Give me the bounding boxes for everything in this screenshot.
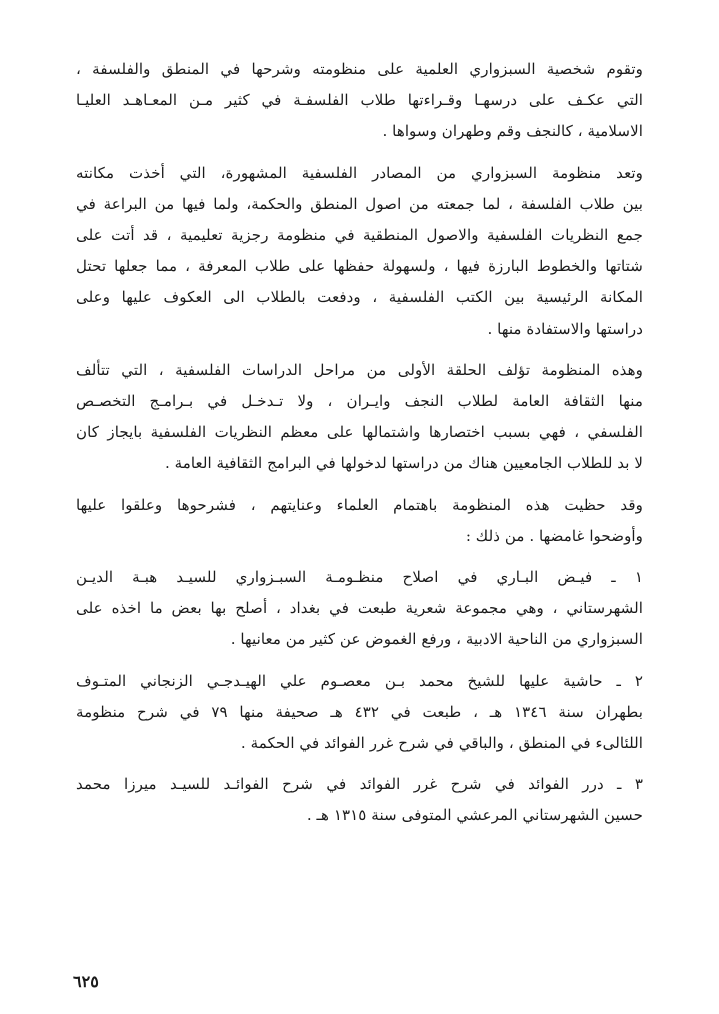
text-line: دراستها والاستفادة منها . (487, 319, 643, 338)
text-line: بين طلاب الفلسفة ، لما جمعته من اصول المنطق والحكمة، ولما فيها من البراعة في (76, 194, 643, 213)
text-line: التي عكـف على درسهـا وقـراءتها طلاب الفلسفـة في كثير مـن المعـاهـد العليـا (76, 91, 643, 110)
text-line: ٣ ـ درر الفوائد في شرح غرر الفوائد في شرح الفوائـد للسيـد ميرزا محمد (76, 775, 643, 794)
document-body (76, 54, 643, 832)
text-line: الشهرستاني ، وهي مجموعة شعرية طبعت في بغداد ، أصلح بها بعض ما اخذه على (76, 599, 643, 618)
text-line: المكانة الرئيسية بين الكتب الفلسفية ، ودفعت بالطلاب الى العكوف عليها وعلى (76, 288, 643, 307)
text-line: بطهران سنة ١٣٤٦ هـ ، طبعت في ٤٣٢ هـ صحيفة منها ٧٩ في شرح منظومة (76, 702, 643, 721)
text-line: منها الثقافة العامة لطلاب النجف وايـران ، ولا تـدخـل في بـرامـج التخصـص (76, 392, 643, 411)
text-line: وقد حظيت هذه المنظومة باهتمام العلماء وعنايتهم ، فشرحوها وعلقوا عليها (76, 495, 643, 514)
text-line: وتعد منظومة السبزواري من المصادر الفلسفية المشهورة، التي أخذت مكانته (76, 163, 643, 182)
text-line: شتاتها والخطوط البارزة فيها ، ولسهولة حفظها على طلاب المعرفة ، مما جعلها تحتل (76, 257, 643, 276)
text-line: وأوضحوا غامضها . من ذلك : (465, 526, 643, 545)
text-line: السبزواري من الناحية الادبية ، ورفع الغموض عن كثير من معانيها . (230, 630, 643, 649)
text-line: وتقوم شخصية السبزواري العلمية على منظومته وشرحها في المنطق والفلسفة ، (76, 60, 643, 78)
paragraph (76, 666, 643, 760)
text-line: وهذه المنظومة تؤلف الحلقة الأولى من مراحل الدراسات الفلسفية ، التي تتألف (76, 360, 643, 379)
paragraph (76, 158, 643, 345)
paragraph (76, 54, 643, 148)
paragraph (76, 562, 643, 656)
text-line: ١ ـ فيـض البـاري في اصلاح منظـومـة السبـزواري للسيـد هبـة الديـن (76, 568, 643, 587)
text-line: ٢ ـ حاشية عليها للشيخ محمد بـن معصـوم علي الهيـدجـي الزنجاني المتـوف (76, 671, 643, 690)
page-number: ٦٢٥ (73, 972, 99, 991)
text-line: حسين الشهرستاني المرعشي المتوفى سنة ١٣١٥ هـ . (306, 806, 643, 825)
text-line: اللئالىء في المنطق ، والباقي في شرح غرر الفوائد في الحكمة . (240, 734, 643, 753)
paragraph (76, 769, 643, 831)
paragraph (76, 490, 643, 552)
text-line: لا بد للطلاب الجامعيين هناك من دراستها لدخولها في البرامج الثقافية العامة . (164, 454, 643, 473)
text-line: الاسلامية ، كالنجف وقم وطهران وسواها . (382, 122, 643, 141)
text-line: جمع النظريات الفلسفية والاصول المنطقية في منظومة رجزية تعليمية ، قد أتت على (76, 226, 643, 245)
text-line: الفلسفي ، فهي بسبب اختصارها واشتمالها على معظم النظريات الفلسفية بايجاز كان (76, 423, 643, 442)
paragraph (76, 355, 643, 480)
